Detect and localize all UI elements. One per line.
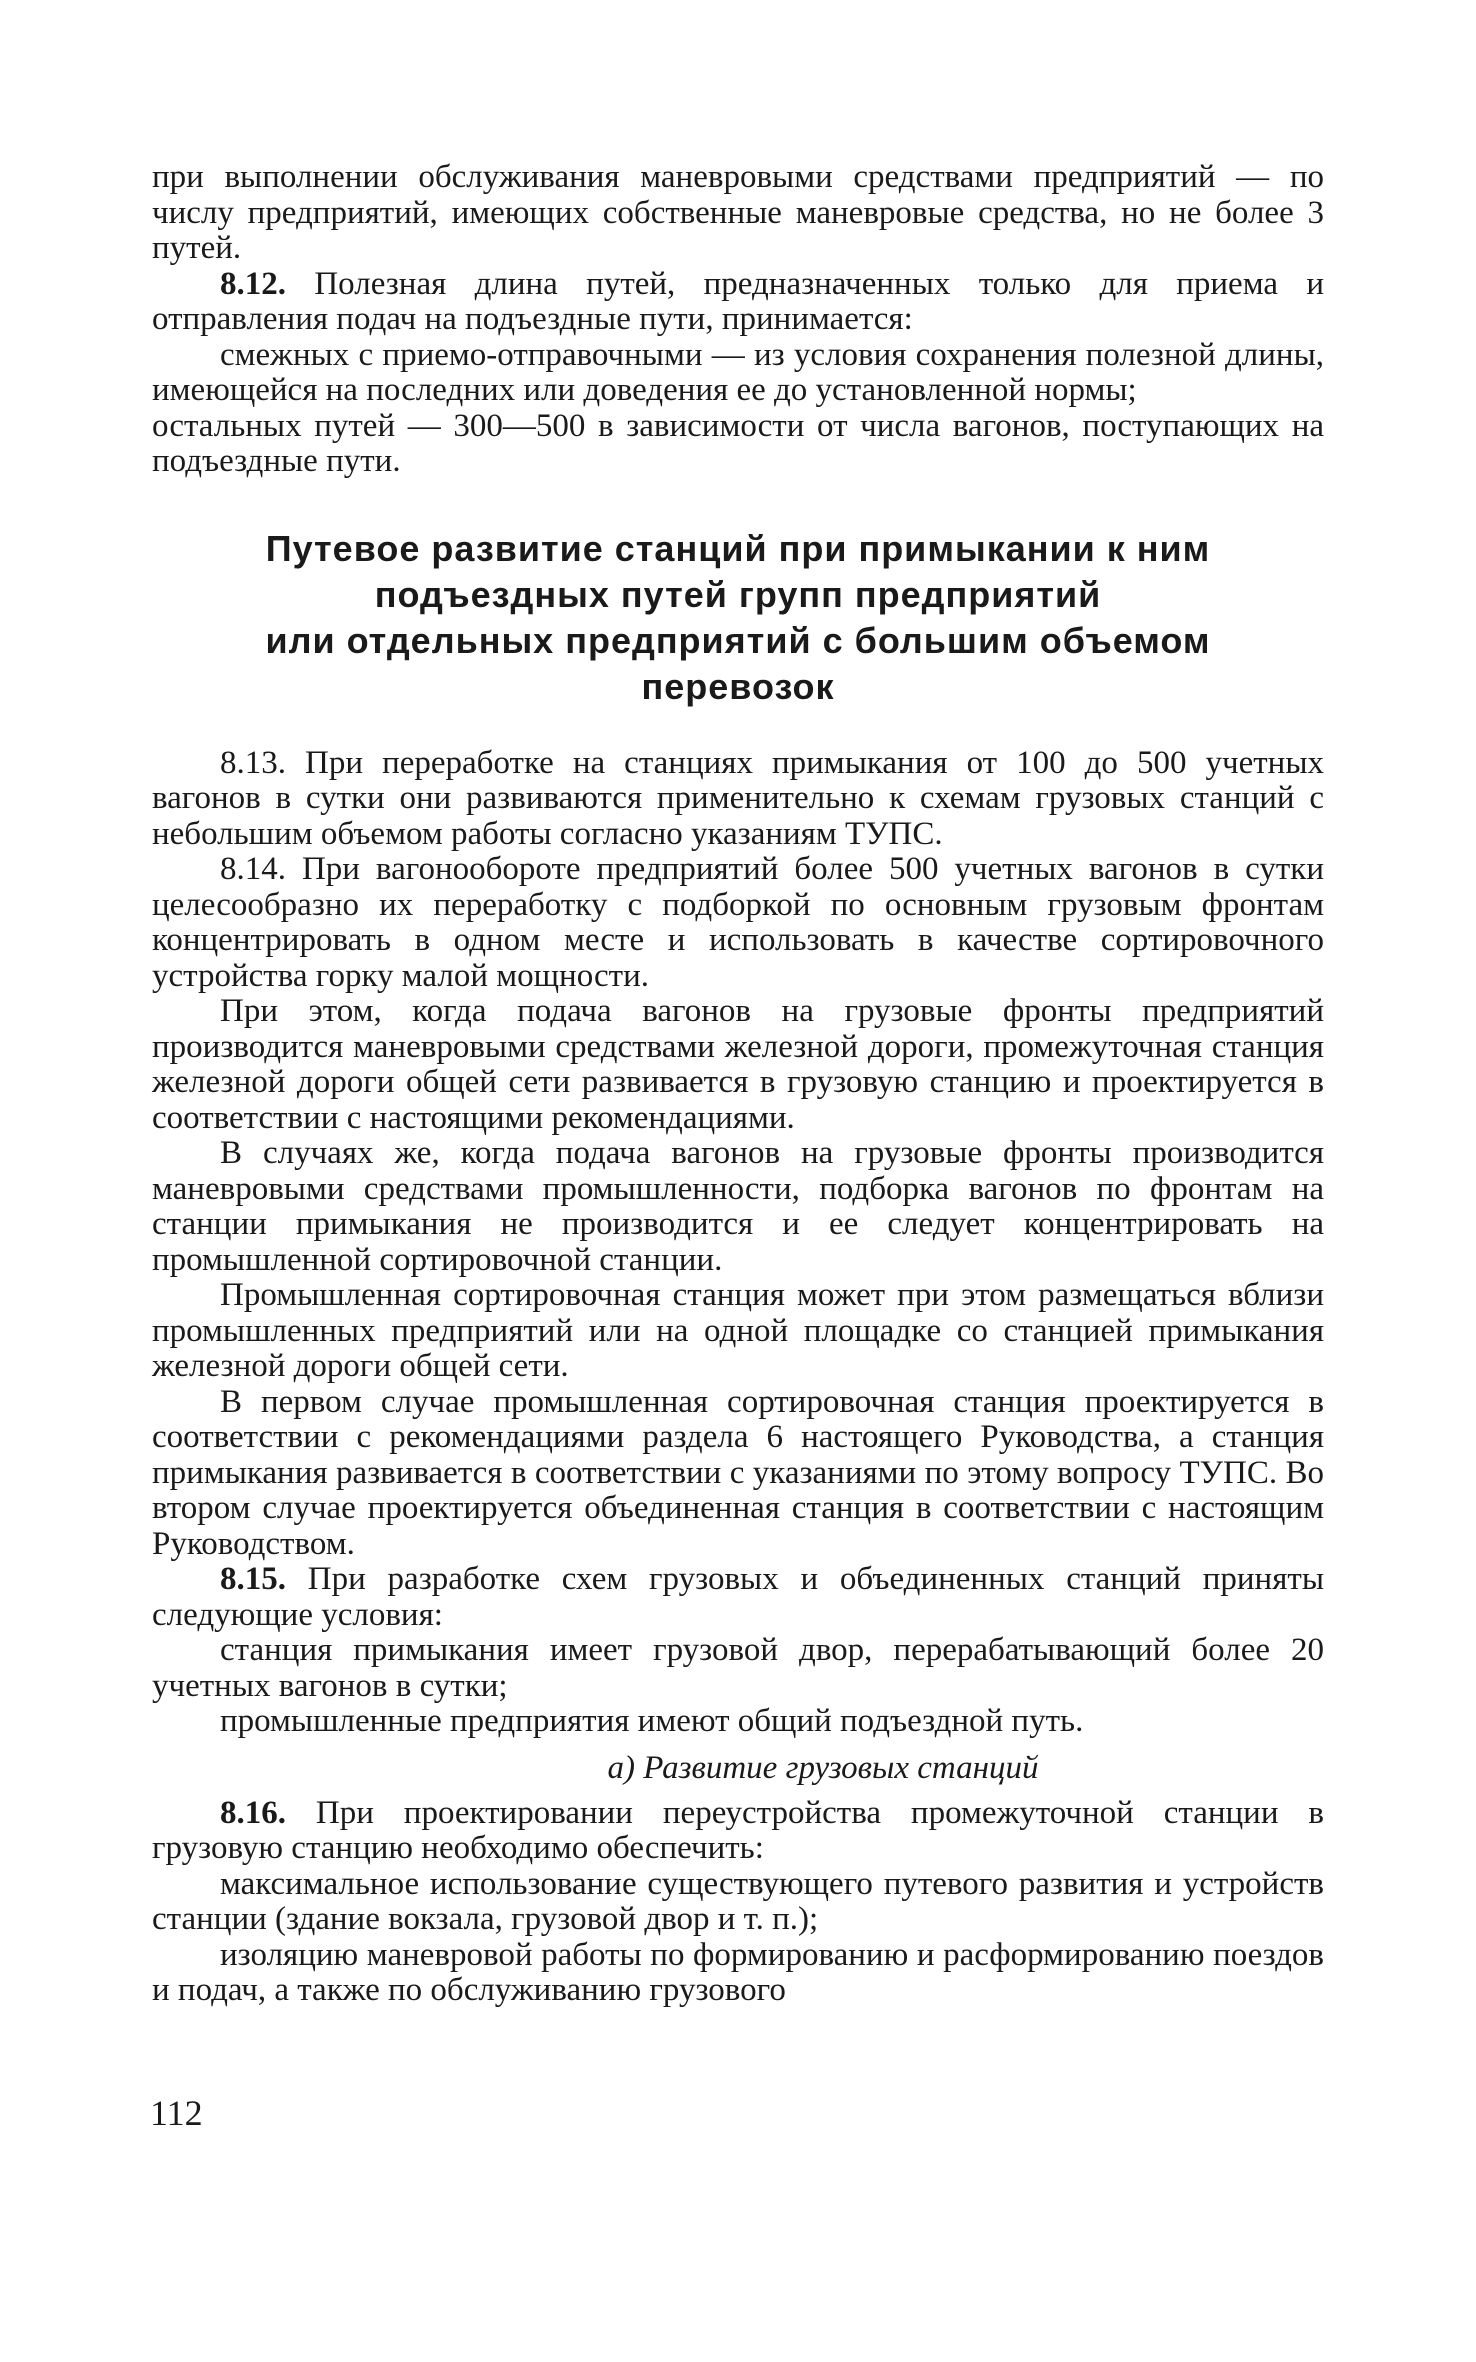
paragraph-b: В случаях же, когда подача вагонов на грузовые фронты производится маневровыми средствами промышленности, подборка вагонов по фронтам на станции примыкания не производится и ее следует концентрировать на промышленной сортировочной станции.	[152, 1135, 1324, 1278]
intro-paragraph-3: смежных с приемо-отправочными — из условия сохранения полезной длины, имеющейся на последних или доведения ее до установленной нормы;	[152, 336, 1324, 408]
clause-8-16	[152, 1796, 1324, 1867]
clause-number: 8.15.	[220, 1561, 286, 1597]
clause-8-12	[152, 267, 1324, 338]
clause-8-15	[152, 1562, 1324, 1633]
paragraph-g: максимальное использование существующего путевого развития и устройств станции (здание вокзала, грузовой двор и т. п.);	[152, 1865, 1324, 1937]
clause-text: При вагонообороте предприятий более 500 учетных вагонов в сутки целесообразно их переработку с подборкой по основным грузовым фронтам концентрировать в одном месте и использовать в качестве сортировочного устройства горку малой мощности.	[152, 851, 1324, 994]
heading-line-3: или отдельных предприятий с большим объемом	[265, 619, 1211, 661]
heading-line-4: перевозок	[641, 665, 835, 707]
heading-line-2: подъездных путей групп предприятий	[374, 573, 1102, 615]
paragraph-c: Промышленная сортировочная станция может при этом размещаться вблизи промышленных предприятий или на одной площадке со станцией примыкания железной дороги общей сети.	[152, 1277, 1324, 1384]
clause-number: 8.14.	[220, 851, 286, 887]
clause-number: 8.16.	[220, 1794, 286, 1831]
intro-paragraph-1: при выполнении обслуживания маневровыми средствами предприятий — по числу предприятий, имеющих собственные маневровые средства, но не более 3 путей.	[152, 159, 1324, 266]
clause-8-14	[152, 852, 1324, 994]
clause-text: При разработке схем грузовых и объединенных станций приняты следующие условия:	[152, 1561, 1324, 1633]
paragraph-e: станция примыкания имеет грузовой двор, перерабатывающий более 20 учетных вагонов в сутки;	[152, 1632, 1324, 1704]
clause-text: При проектировании переустройства промежуточной станции в грузовую станцию необходимо обеспечить:	[152, 1794, 1324, 1866]
paragraph-h: изоляцию маневровой работы по формированию и расформированию поездов и подач, а также по обслуживанию грузового	[152, 1936, 1324, 2008]
paragraph-d: В первом случае промышленная сортировочная станция проектируется в соответствии с рекомендациями раздела 6 настоящего Руководства, а станция примыкания развивается в соответствии с указаниями по этому вопросу ТУПС. Во втором случае проектируется объединенная станция в соответствии с настоящим Руководством.	[152, 1383, 1324, 1562]
clause-text: Полезная длина путей, предназначенных только для приема и отправления подач на подъездные пути, принимается:	[152, 265, 1324, 337]
section-heading	[152, 526, 1324, 710]
clause-8-13	[152, 746, 1324, 853]
clause-text: При переработке на станциях примыкания от 100 до 500 учетных вагонов в сутки они развиваются применительно к схемам грузовых станций с небольшим объемом работы согласно указаниям ТУПС.	[152, 744, 1324, 852]
subsection-title: а) Развитие грузовых станций	[607, 1749, 1039, 1786]
intro-paragraph-4: остальных путей — 300—500 в зависимости от числа вагонов, поступающих на подъездные пути.	[152, 407, 1324, 479]
page-number: 112	[150, 2093, 203, 2133]
clause-number: 8.12.	[220, 265, 286, 302]
heading-line-1: Путевое развитие станций при примыкании к ним	[265, 527, 1211, 569]
page-body	[152, 160, 1324, 2009]
paragraph-a: При этом, когда подача вагонов на грузовые фронты предприятий производится маневровыми средствами железной дороги, промежуточная станция железной дороги общей сети развивается в грузовую станцию и проектируется в соответствии с настоящими рекомендациями.	[152, 993, 1324, 1136]
clause-number: 8.13.	[220, 744, 286, 781]
paragraph-f: промышленные предприятия имеют общий подъездной путь.	[220, 1703, 1084, 1739]
